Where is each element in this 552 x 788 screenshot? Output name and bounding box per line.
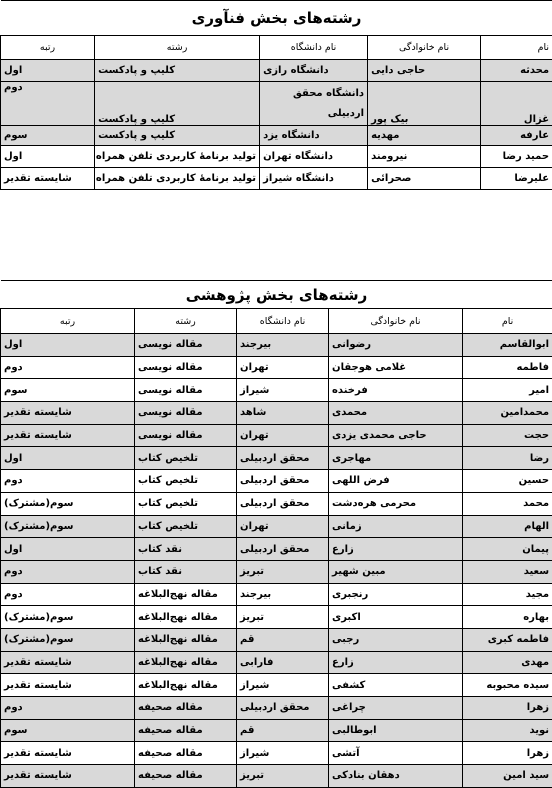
cell-family: زارع [329, 651, 463, 674]
cell-family: مبین شهیر [329, 560, 463, 583]
table-row [1, 583, 552, 606]
cell-name: مهدی [463, 651, 552, 674]
cell-name: فاطمه کبری [463, 628, 552, 651]
cell-uni: قم [237, 719, 329, 742]
cell-rank: شایسته تقدیر [1, 424, 135, 447]
cell-uni: محقق اردبیلی [237, 447, 329, 470]
table-row [1, 515, 552, 538]
research-title: رشته‌های بخش پژوهشی [1, 281, 552, 309]
cell-name: پیمان [463, 538, 552, 561]
cell-uni: شیراز [237, 379, 329, 402]
cell-rank: سوم(مشترک) [1, 515, 135, 538]
cell-name: محمدامین [463, 402, 552, 425]
cell-family: رجبی [329, 628, 463, 651]
table-row [1, 334, 552, 357]
cell-rank: دوم [1, 560, 135, 583]
cell-rank: اول [1, 538, 135, 561]
header-uni: نام دانشگاه [237, 309, 329, 334]
cell-family: رنجبری [329, 583, 463, 606]
cell-rank: شایسته تقدیر [1, 674, 135, 697]
cell-rank: سوم [1, 719, 135, 742]
cell-family: ابوطالبی [329, 719, 463, 742]
table-row [1, 697, 552, 720]
cell-name: ابوالقاسم [463, 334, 552, 357]
cell-rank: دوم [1, 697, 135, 720]
cell-rank: اول [1, 447, 135, 470]
cell-field: تلخیص کتاب [135, 515, 237, 538]
cell-name: مجید [463, 583, 552, 606]
research-table [0, 280, 552, 788]
table-row [1, 470, 552, 493]
cell-field: مقاله نویسی [135, 402, 237, 425]
table-row: محدثه حاجی دایی دانشگاه رازی کلیپ و پادکست اول [1, 60, 552, 82]
cell-family: کشفی [329, 674, 463, 697]
table-row: حمید رضا نیرومند دانشگاه تهران تولید برنامهٔ کاربردی تلفن همراه اول [1, 146, 552, 168]
table-row [1, 402, 552, 425]
cell-field: مقاله صحیفه [135, 697, 237, 720]
cell-uni: تبریز [237, 606, 329, 629]
cell-family: فرض اللهی [329, 470, 463, 493]
table-row [1, 379, 552, 402]
cell-field: مقاله صحیفه [135, 742, 237, 765]
cell-uni: تهران [237, 356, 329, 379]
cell-name: محمد [463, 492, 552, 515]
uni-line2: اردبیلی [263, 104, 364, 124]
cell-name: فاطمه [463, 356, 552, 379]
header-name: نام [463, 309, 552, 334]
cell-name: امیر [463, 379, 552, 402]
cell-name: رضا [463, 447, 552, 470]
cell-family: زارع [329, 538, 463, 561]
header-family: نام خانوادگی [368, 36, 481, 60]
cell-uni: بیرجند [237, 583, 329, 606]
table-row [1, 628, 552, 651]
cell-rank: شایسته تقدیر [1, 651, 135, 674]
table-row [1, 674, 552, 697]
cell-uni: شاهد [237, 402, 329, 425]
cell-name: الهام [463, 515, 552, 538]
cell-rank: سوم [1, 379, 135, 402]
cell-rank: شایسته تقدیر [1, 765, 135, 788]
table-row [1, 606, 552, 629]
cell-rank: دوم [1, 583, 135, 606]
cell-family: چراغی [329, 697, 463, 720]
uni-line1: دانشگاه محقق [263, 84, 364, 104]
header-name: نام [481, 36, 552, 60]
cell-rank: شایسته تقدیر [1, 742, 135, 765]
cell-family: محرمی هره‌دشت [329, 492, 463, 515]
cell-field: مقاله نهج‌البلاغه [135, 606, 237, 629]
cell-family: مهاجری [329, 447, 463, 470]
cell-uni: شیراز [237, 742, 329, 765]
cell-family: اکبری [329, 606, 463, 629]
cell-uni: تبریز [237, 560, 329, 583]
cell-field: مقاله نهج‌البلاغه [135, 651, 237, 674]
header-family: نام خانوادگی [329, 309, 463, 334]
table-row [1, 447, 552, 470]
cell-name: حسین [463, 470, 552, 493]
header-rank: رتبه [1, 36, 95, 60]
cell-uni: تهران [237, 515, 329, 538]
cell-name: زهرا [463, 697, 552, 720]
cell-field: مقاله نویسی [135, 356, 237, 379]
cell-rank: اول [1, 334, 135, 357]
tech-title: رشته‌های بخش فنآوری [1, 1, 552, 36]
cell-name: سید امین [463, 765, 552, 788]
table-row [1, 538, 552, 561]
table-row [1, 560, 552, 583]
cell-field: تلخیص کتاب [135, 492, 237, 515]
header-field: رشته [95, 36, 260, 60]
cell-name: سعید [463, 560, 552, 583]
table-row [1, 742, 552, 765]
cell-rank: دوم [1, 470, 135, 493]
header-uni: نام دانشگاه [260, 36, 368, 60]
cell-rank: شایسته تقدیر [1, 402, 135, 425]
cell-field: تلخیص کتاب [135, 470, 237, 493]
cell-field: مقاله نهج‌البلاغه [135, 628, 237, 651]
cell-family: رضوانی [329, 334, 463, 357]
cell-family: فرخنده [329, 379, 463, 402]
cell-field: مقاله نهج‌البلاغه [135, 583, 237, 606]
table-row [1, 651, 552, 674]
table-row: غزال بیک پور دانشگاه محقق اردبیلی کلیپ و پادکست دوم [1, 82, 552, 126]
table-row [1, 719, 552, 742]
cell-uni: بیرجند [237, 334, 329, 357]
table-row [1, 356, 552, 379]
cell-uni: تهران [237, 424, 329, 447]
cell-field: نقد کتاب [135, 538, 237, 561]
cell-rank: سوم(مشترک) [1, 628, 135, 651]
table-row: عارفه مهدیه دانشگاه یزد کلیپ و پادکست سوم [1, 126, 552, 146]
cell-name: نوید [463, 719, 552, 742]
cell-field: تلخیص کتاب [135, 447, 237, 470]
cell-field: مقاله نویسی [135, 424, 237, 447]
table-row [1, 492, 552, 515]
cell-family: آتشی [329, 742, 463, 765]
cell-family: زمانی [329, 515, 463, 538]
cell-name: سیده محبوبه [463, 674, 552, 697]
cell-field: مقاله نویسی [135, 334, 237, 357]
cell-uni: محقق اردبیلی [237, 697, 329, 720]
table-row [1, 424, 552, 447]
cell-name: بهاره [463, 606, 552, 629]
tech-table [0, 0, 552, 190]
cell-family: دهقان بنادکی [329, 765, 463, 788]
cell-rank: سوم(مشترک) [1, 606, 135, 629]
cell-uni: محقق اردبیلی [237, 538, 329, 561]
cell-rank: دوم [1, 356, 135, 379]
cell-uni: فارابی [237, 651, 329, 674]
cell-family: حاجی محمدی یزدی [329, 424, 463, 447]
cell-family: غلامی هوجقان [329, 356, 463, 379]
cell-name: حجت [463, 424, 552, 447]
cell-uni: قم [237, 628, 329, 651]
header-rank: رتبه [1, 309, 135, 334]
cell-rank: سوم(مشترک) [1, 492, 135, 515]
cell-family: محمدی [329, 402, 463, 425]
cell-field: مقاله صحیفه [135, 719, 237, 742]
cell-uni: شیراز [237, 674, 329, 697]
cell-field: نقد کتاب [135, 560, 237, 583]
cell-field: مقاله نویسی [135, 379, 237, 402]
cell-name: زهرا [463, 742, 552, 765]
cell-field: مقاله صحیفه [135, 765, 237, 788]
cell-uni: تبریز [237, 765, 329, 788]
cell-uni: محقق اردبیلی [237, 470, 329, 493]
table-row: علیرضا صحرائی دانشگاه شیراز تولید برنامهٔ کاربردی تلفن همراه شایسته تقدیر [1, 168, 552, 190]
header-field: رشته [135, 309, 237, 334]
research-rows [1, 334, 552, 788]
cell-uni: محقق اردبیلی [237, 492, 329, 515]
cell-field: مقاله نهج‌البلاغه [135, 674, 237, 697]
